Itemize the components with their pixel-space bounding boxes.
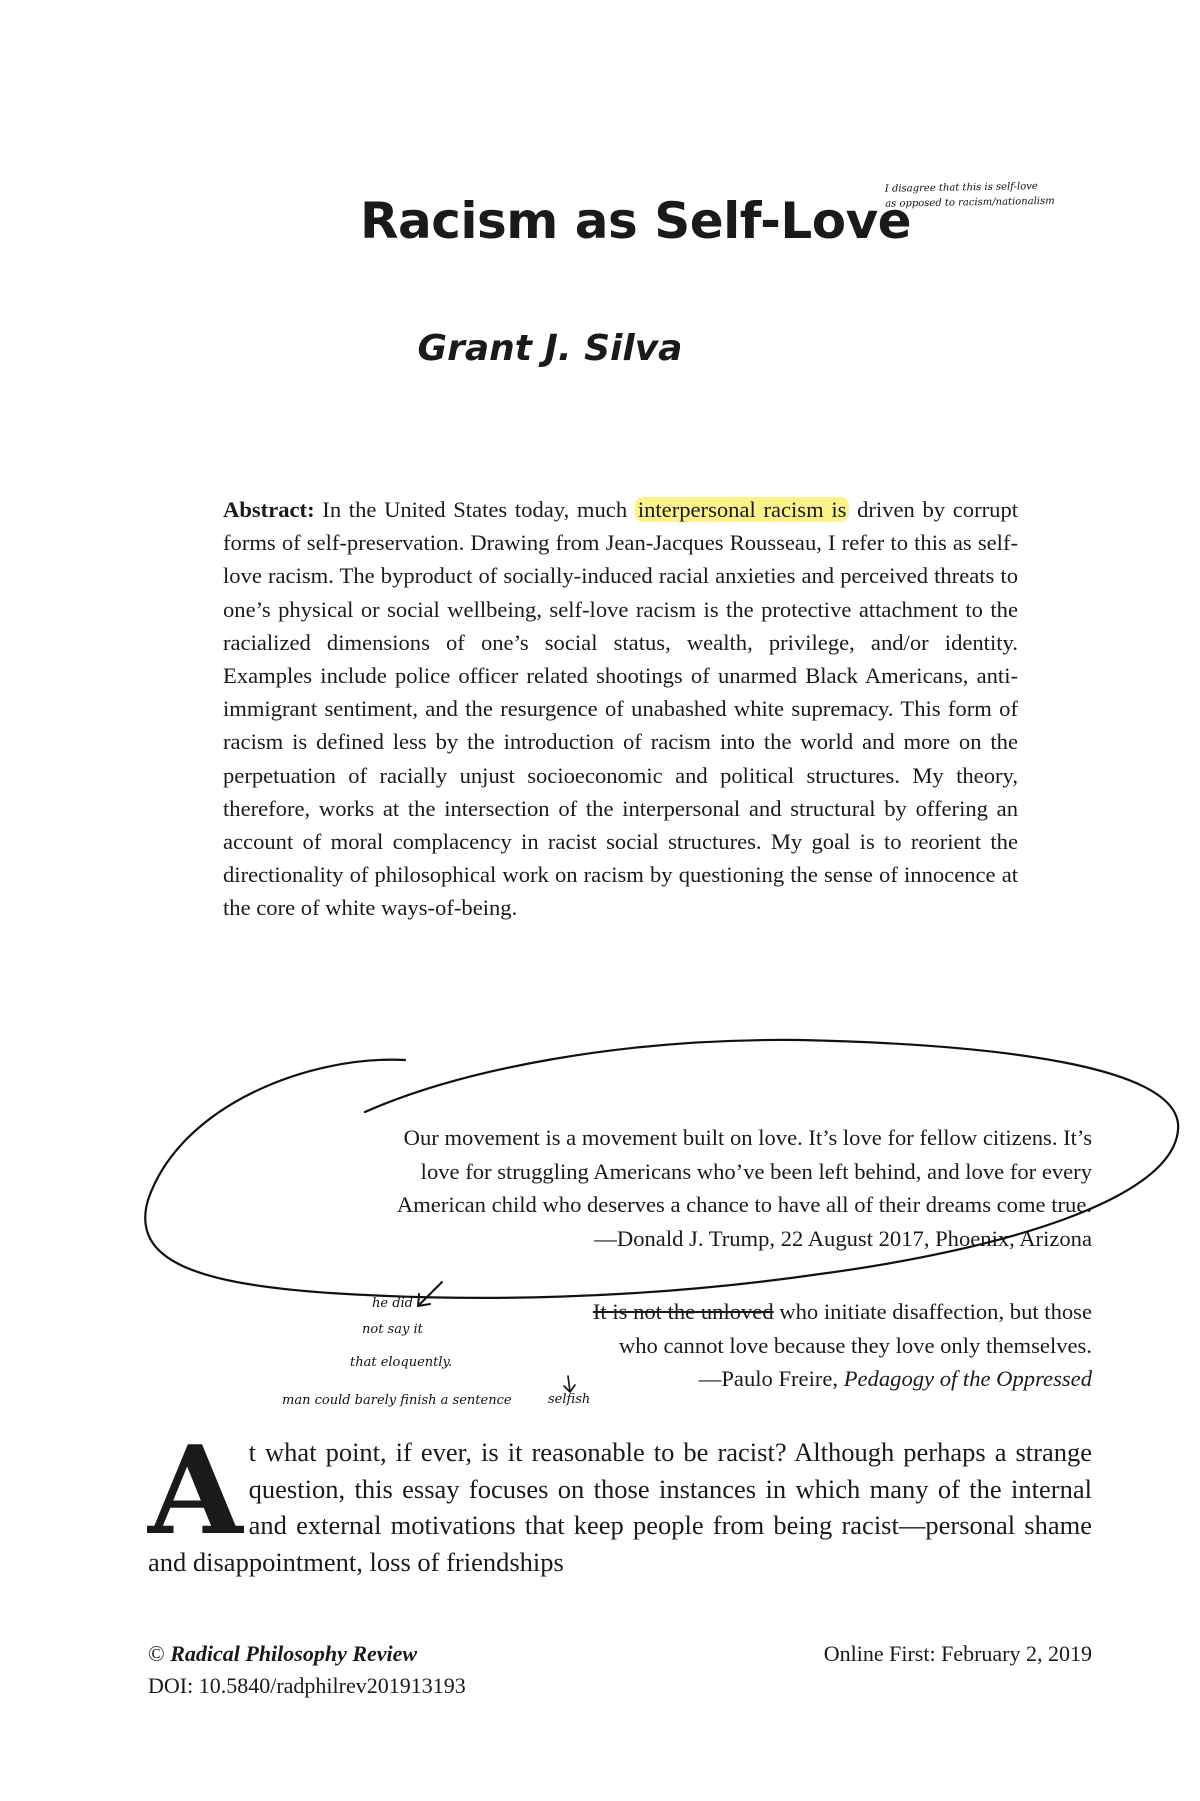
handwritten-note: that eloquently. <box>350 1355 453 1370</box>
epigraph-line: who cannot love because they love only themselves. <box>618 1332 1092 1358</box>
abstract <box>223 493 1018 925</box>
attribution-title: Pedagogy of the Oppressed <box>843 1366 1092 1391</box>
annotation-line-2: as opposed to racism/nationalism <box>885 195 1055 210</box>
abstract-lead: In the United States today, much <box>322 497 628 522</box>
abstract-label: Abstract: <box>223 497 315 522</box>
body-text: t what point, if ever, is it reasonable to be racist? Although perhaps a strange question, this essay focuses on those instances in which many of the internal and external motivations that keep people from being racist—personal shame and disappointment, loss of friendships <box>148 1437 1092 1577</box>
footer-online-first: Online First: February 2, 2019 <box>823 1641 1092 1666</box>
epigraph-line: American child who deserves a chance to have all of their dreams come true. <box>396 1192 1092 1217</box>
author-name: Grant J. Silva <box>417 328 683 369</box>
handwritten-note: he did <box>372 1296 413 1311</box>
paper-title: Racism as Self-Love <box>360 192 912 250</box>
copyright-symbol: © <box>148 1641 165 1666</box>
annotation-line-1: I disagree that this is self-love <box>884 181 1038 195</box>
epigraph-attribution <box>372 1362 1092 1396</box>
footer-journal <box>148 1638 466 1670</box>
journal-name: Radical Philosophy Review <box>170 1641 418 1666</box>
attribution-prefix: —Paulo Freire, <box>698 1366 839 1391</box>
title-margin-annotation <box>885 178 1085 211</box>
freire-epigraph <box>372 1295 1092 1396</box>
trump-epigraph <box>132 1121 1092 1255</box>
abstract-body: driven by corrupt forms of self-preservation. Drawing from Jean-Jacques Rousseau, I refer to this as self-love racism. The byproduct of socially-induced racial anxieties and perceived threats to one’s physical or social wellbeing, self-love racism is the protective attachment to the racialized dimensions of one’s social status, wealth, privilege, and/or identity. Examples include police officer related shootings of unarmed Black Americans, anti-immigrant sentiment, and the resurgence of unabashed white supremacy. This form of racism is defined less by the introduction of racism into the world and more on the perpetuation of racially unjust socioeconomic and political structures. My theory, therefore, works at the intersection of the interpersonal and structural by offering an account of moral complacency in racist social structures. My goal is to reorient the directionality of philosophical work on racism by questioning the sense of innocence at the core of white ways-of-being. <box>223 497 1019 921</box>
epigraph-line: love for struggling Americans who’ve been left behind, and love for every <box>420 1158 1092 1184</box>
epigraph-line-rest: who initiate disaffection, but those <box>779 1299 1092 1324</box>
epigraph-line: Our movement is a movement built on love. It’s love for fellow citizens. It’s <box>403 1125 1092 1150</box>
handwritten-note: man could barely finish a sentence <box>282 1393 512 1408</box>
epigraph-line <box>372 1295 1092 1329</box>
handwritten-note: not say it <box>362 1322 423 1337</box>
footer-doi: DOI: 10.5840/radphilrev201913193 <box>148 1673 466 1698</box>
footer-left <box>148 1638 466 1702</box>
handwritten-note: selfish <box>548 1392 591 1407</box>
page-footer <box>148 1638 1092 1702</box>
struck-text: It is not the unloved <box>592 1299 774 1324</box>
highlighted-text: interpersonal racism is <box>635 497 850 522</box>
epigraph-attribution: —Donald J. Trump, 22 August 2017, Phoenix, Arizona <box>594 1225 1092 1251</box>
drop-cap: A <box>148 1418 243 1562</box>
body-paragraph <box>148 1418 1092 1580</box>
